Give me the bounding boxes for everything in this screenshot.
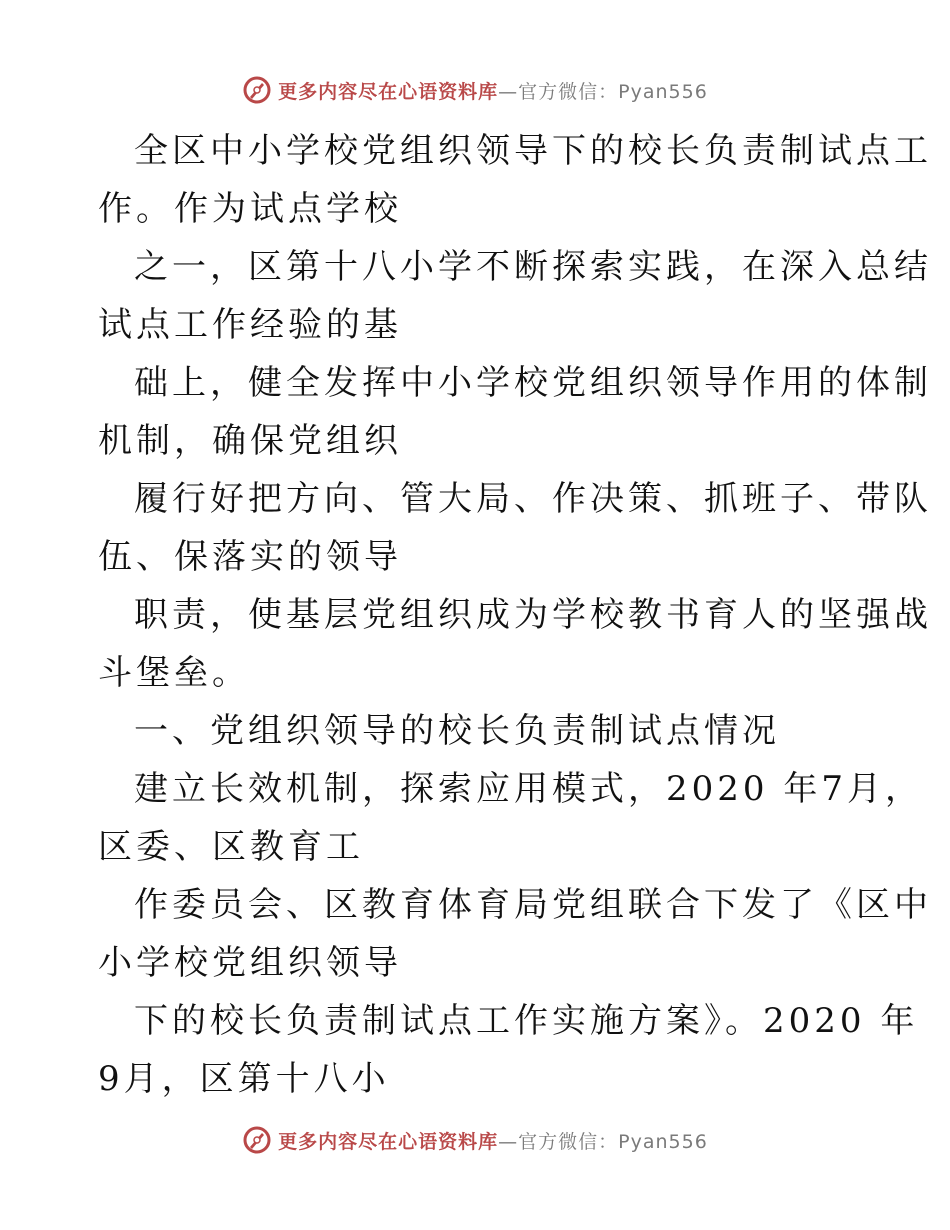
body-line: 9月，区第十八小 xyxy=(98,1059,390,1099)
footer-banner xyxy=(0,1120,950,1160)
header-banner xyxy=(0,70,950,110)
footer-wechat-text: 官方微信：Pyan556 xyxy=(518,1130,708,1153)
body-line: 全区中小学校党组织领导下的校长负责制试点工 xyxy=(134,131,932,171)
quill-circle-logo-icon xyxy=(242,75,272,105)
body-line: 机制，确保党组织 xyxy=(98,421,402,461)
footer-site-text: 更多内容尽在心语资料库 xyxy=(278,1130,499,1153)
body-line: 区委、区教育工 xyxy=(98,827,364,867)
body-line: 之一，区第十八小学不断探索实践，在深入总结 xyxy=(134,247,932,287)
quill-circle-logo-icon xyxy=(242,1125,272,1155)
body-line: 础上，健全发挥中小学校党组织领导作用的体制 xyxy=(134,363,932,403)
body-line: 建立长效机制，探索应用模式，2020 年7月， xyxy=(134,769,923,809)
body-line: 伍、保落实的领导 xyxy=(98,537,402,577)
body-line: 下的校长负责制试点工作实施方案》。2020 年 xyxy=(134,1001,919,1041)
footer-banner-text xyxy=(278,1127,708,1154)
body-line: 职责，使基层党组织成为学校教书育人的坚强战 xyxy=(134,595,932,635)
body-line: 小学校党组织领导 xyxy=(98,943,402,983)
body-line: 作委员会、区教育体育局党组联合下发了《区中 xyxy=(134,885,932,925)
body-line: 作。作为试点学校 xyxy=(98,189,402,229)
body-line: 履行好把方向、管大局、作决策、抓班子、带队 xyxy=(134,479,932,519)
header-banner-text xyxy=(278,77,708,104)
header-wechat-text: 官方微信：Pyan556 xyxy=(518,80,708,103)
document-body xyxy=(98,122,932,1108)
header-dash: — xyxy=(498,80,519,103)
header-site-text: 更多内容尽在心语资料库 xyxy=(278,80,499,103)
body-line: 试点工作经验的基 xyxy=(98,305,402,345)
body-line: 斗堡垒。 xyxy=(98,653,250,693)
section-heading: 一、党组织领导的校长负责制试点情况 xyxy=(134,711,780,751)
footer-dash: — xyxy=(498,1130,519,1153)
